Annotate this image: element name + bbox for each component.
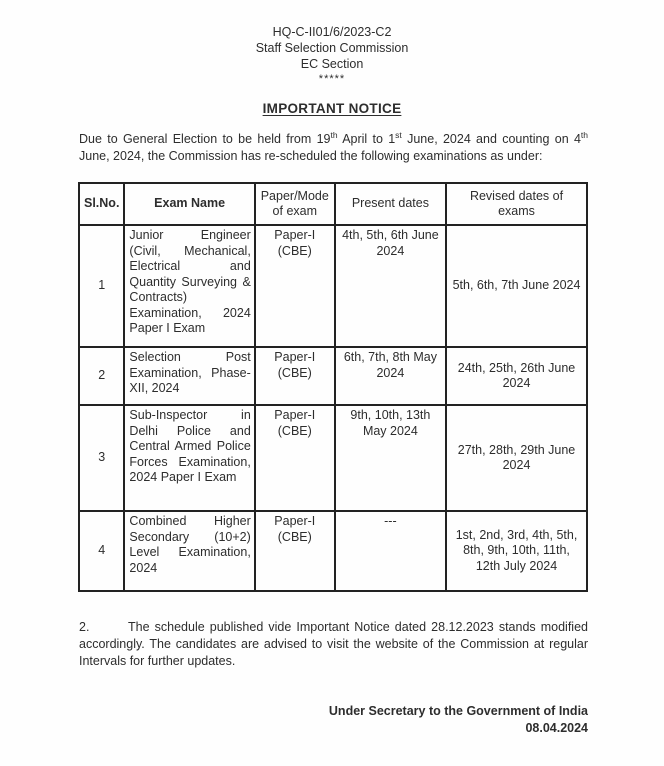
cell-sl-no: 4: [79, 511, 124, 591]
cell-exam-name: Sub-Inspector in Delhi Police and Central Armed Police Forces Examination, 2024 Paper I Exam: [124, 405, 254, 511]
letterhead: [0, 24, 664, 85]
closing-text: The schedule published vide Important Notice dated 28.12.2023 stands modified accordingly. The candidates are advised to visit the website of the Commission at regular Intervals for further updates.: [79, 620, 588, 668]
cell-revised-dates: 27th, 28th, 29th June 2024: [446, 405, 587, 511]
intro-text: April to 1: [337, 132, 396, 146]
signature-block: [79, 703, 588, 736]
closing-paragraph: [79, 619, 588, 670]
paragraph-number: 2.: [79, 620, 90, 634]
column-header-slno: Sl.No.: [79, 183, 124, 225]
cell-paper-mode: Paper-I (CBE): [255, 511, 335, 591]
separator-stars: *****: [318, 73, 346, 85]
cell-present-dates: 4th, 5th, 6th June 2024: [335, 225, 446, 347]
column-header-revised-dates: Revised dates of exams: [446, 183, 587, 225]
table-row: [79, 511, 587, 591]
cell-exam-name: Combined Higher Secondary (10+2) Level Examination, 2024: [124, 511, 254, 591]
ordinal-suffix: st: [395, 129, 402, 140]
cell-revised-dates: 1st, 2nd, 3rd, 4th, 5th, 8th, 9th, 10th, 11th, 12th July 2024: [446, 511, 587, 591]
cell-paper-mode: Paper-I (CBE): [255, 405, 335, 511]
organization-name: Staff Selection Commission: [255, 41, 409, 55]
cell-present-dates: ---: [335, 511, 446, 591]
table-row: [79, 405, 587, 511]
cell-exam-name: Junior Engineer (Civil, Mechanical, Electrical and Quantity Surveying & Contracts) Examination, 2024 Paper I Exam: [124, 225, 254, 347]
cell-revised-dates: 5th, 6th, 7th June 2024: [446, 225, 587, 347]
intro-text: Due to General Election to be held from 19: [79, 132, 331, 146]
signature-date: 08.04.2024: [525, 720, 588, 735]
exam-schedule-table: [78, 182, 588, 592]
column-header-exam-name: Exam Name: [124, 183, 254, 225]
cell-sl-no: 1: [79, 225, 124, 347]
reference-number: HQ-C-II01/6/2023-C2: [272, 25, 392, 39]
ordinal-suffix: th: [580, 129, 588, 140]
section-name: EC Section: [300, 57, 364, 71]
column-header-present-dates: Present dates: [335, 183, 446, 225]
table-row: [79, 347, 587, 405]
cell-present-dates: 6th, 7th, 8th May 2024: [335, 347, 446, 405]
signatory-designation: Under Secretary to the Government of India: [328, 704, 588, 718]
table-row: [79, 225, 587, 347]
cell-paper-mode: Paper-I (CBE): [255, 347, 335, 405]
cell-sl-no: 3: [79, 405, 124, 511]
ordinal-suffix: th: [330, 129, 338, 140]
cell-sl-no: 2: [79, 347, 124, 405]
column-header-paper-mode: Paper/Mode of exam: [255, 183, 335, 225]
cell-present-dates: 9th, 10th, 13th May 2024: [335, 405, 446, 511]
intro-paragraph: [79, 131, 588, 165]
cell-exam-name: Selection Post Examination, Phase-XII, 2024: [124, 347, 254, 405]
intro-text: June, 2024 and counting on 4: [401, 132, 581, 146]
cell-revised-dates: 24th, 25th, 26th June 2024: [446, 347, 587, 405]
cell-paper-mode: Paper-I (CBE): [255, 225, 335, 347]
page-title: IMPORTANT NOTICE: [262, 101, 402, 116]
table-header-row: [79, 183, 587, 225]
intro-text: June, 2024, the Commission has re-scheduled the following examinations as under:: [79, 149, 543, 163]
